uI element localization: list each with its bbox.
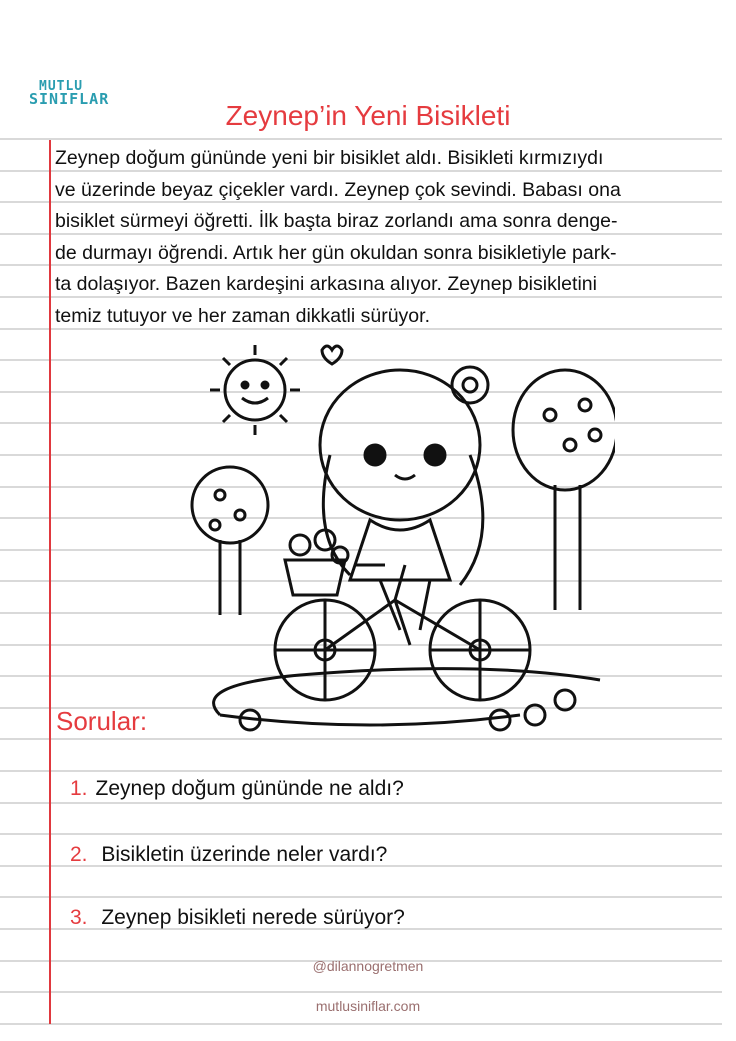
question-text: Zeynep bisikleti nerede sürüyor? [95,906,405,929]
question-number: 3. [70,906,88,929]
story-line: Zeynep doğum gününde yeni bir bisiklet aldı. Bisikleti kırmızıydı [55,147,604,169]
footer-site[interactable]: mutlusiniflar.com [315,998,421,1014]
margin-line [49,140,51,1024]
question-3 [70,906,405,930]
ruled-line [0,233,722,235]
tree-right [513,370,615,610]
question-1 [70,777,404,801]
ruled-line [0,833,722,835]
sun-icon [210,345,300,435]
story-line: ve üzerinde beyaz çiçekler vardı. Zeynep çok sevindi. Babası ona [55,179,621,201]
ruled-line [0,328,722,330]
story-line: de durmayı öğrendi. Artık her gün okuldan sonra bisikletiyle park- [55,242,617,264]
heart-icon [322,346,342,364]
logo-line1: MUTLU [39,79,84,94]
ruled-line [0,138,722,140]
story-line: temiz tutuyor ve her zaman dikkatli sürüyor. [55,305,430,327]
girl [320,367,488,630]
story-line: ta dolaşıyor. Bazen kardeşini arkasına alıyor. Zeynep bisikletini [55,273,597,295]
question-number: 1. [70,777,88,800]
questions-heading: Sorular: [56,706,148,736]
ruled-line [0,296,722,298]
ruled-line [0,896,722,898]
question-text: Zeynep doğum gününde ne aldı? [95,777,404,800]
ruled-line [0,991,722,993]
path-ground [214,669,600,730]
logo-line2: SINIFLAR [29,90,110,108]
story-line: bisiklet sürmeyi öğretti. İlk başta biraz zorlandı ama sonra denge- [55,210,618,232]
page-title: Zeynep’in Yeni Bisikleti [225,100,511,131]
ruled-line [0,1023,722,1025]
flower-basket [285,530,348,595]
question-number: 2. [70,843,88,866]
girl-on-bicycle-illustration [190,335,615,745]
ruled-line [0,802,722,804]
question-2 [70,843,387,867]
ruled-line [0,170,722,172]
tree-left [192,467,268,615]
bicycle [275,565,530,700]
question-text: Bisikletin üzerinde neler vardı? [95,843,388,866]
footer-handle: @dilannogretmen [312,958,424,974]
ruled-line [0,770,722,772]
